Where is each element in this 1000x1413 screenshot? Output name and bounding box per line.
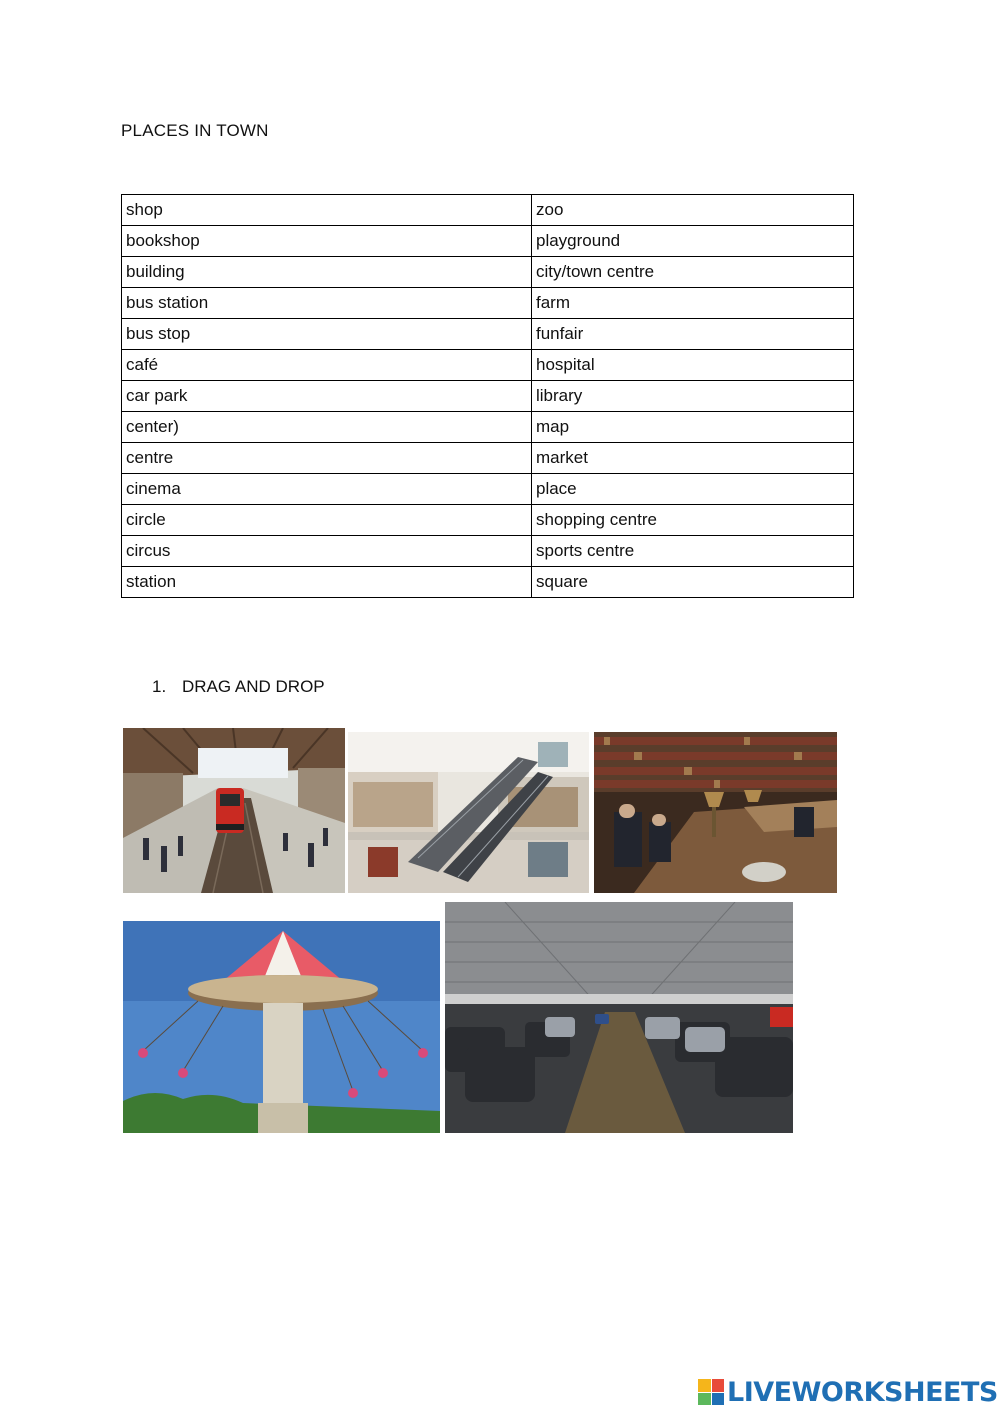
vocab-cell: funfair xyxy=(532,319,854,350)
vocab-cell: city/town centre xyxy=(532,257,854,288)
shopping-centre-illustration xyxy=(348,732,589,893)
shopping-centre-picture[interactable] xyxy=(348,732,589,893)
vocab-cell: zoo xyxy=(532,195,854,226)
funfair-illustration xyxy=(123,921,440,1133)
table-row xyxy=(122,350,854,381)
table-row xyxy=(122,288,854,319)
table-row xyxy=(122,443,854,474)
logo-wordmark: LIVEWORKSHEETS xyxy=(727,1376,998,1408)
table-row xyxy=(122,567,854,598)
vocab-cell: car park xyxy=(122,381,532,412)
logo-mark-icon xyxy=(698,1379,724,1405)
vocab-cell: farm xyxy=(532,288,854,319)
vocab-cell: cinema xyxy=(122,474,532,505)
library-illustration xyxy=(594,732,837,893)
table-row xyxy=(122,319,854,350)
vocab-cell: bus stop xyxy=(122,319,532,350)
vocab-cell: place xyxy=(532,474,854,505)
vocab-cell: building xyxy=(122,257,532,288)
vocab-cell: circle xyxy=(122,505,532,536)
vocab-cell: bus station xyxy=(122,288,532,319)
exercise-heading xyxy=(152,677,325,697)
table-row xyxy=(122,536,854,567)
table-row xyxy=(122,226,854,257)
exercise-number: 1. xyxy=(152,677,167,696)
vocab-cell: square xyxy=(532,567,854,598)
table-row xyxy=(122,474,854,505)
table-row xyxy=(122,257,854,288)
liveworksheets-logo xyxy=(698,1376,998,1408)
table-row xyxy=(122,381,854,412)
vocab-cell: centre xyxy=(122,443,532,474)
vocab-cell: sports centre xyxy=(532,536,854,567)
vocab-cell: center) xyxy=(122,412,532,443)
vocab-cell: library xyxy=(532,381,854,412)
vocab-cell: shopping centre xyxy=(532,505,854,536)
vocab-cell: café xyxy=(122,350,532,381)
table-row xyxy=(122,505,854,536)
vocab-cell: bookshop xyxy=(122,226,532,257)
funfair-picture[interactable] xyxy=(123,921,440,1133)
vocab-cell: playground xyxy=(532,226,854,257)
table-row xyxy=(122,195,854,226)
vocab-cell: shop xyxy=(122,195,532,226)
vocab-cell: hospital xyxy=(532,350,854,381)
vocab-cell: station xyxy=(122,567,532,598)
vocab-cell: circus xyxy=(122,536,532,567)
worksheet-title: PLACES IN TOWN xyxy=(121,121,269,140)
exercise-label: DRAG AND DROP xyxy=(182,677,325,696)
library-picture[interactable] xyxy=(594,732,837,893)
vocab-cell: map xyxy=(532,412,854,443)
station-picture[interactable] xyxy=(123,728,345,893)
vocab-cell: market xyxy=(532,443,854,474)
vocabulary-table xyxy=(121,194,854,598)
table-row xyxy=(122,412,854,443)
car-park-picture[interactable] xyxy=(445,902,793,1133)
car-park-illustration xyxy=(445,902,793,1133)
station-illustration xyxy=(123,728,345,893)
